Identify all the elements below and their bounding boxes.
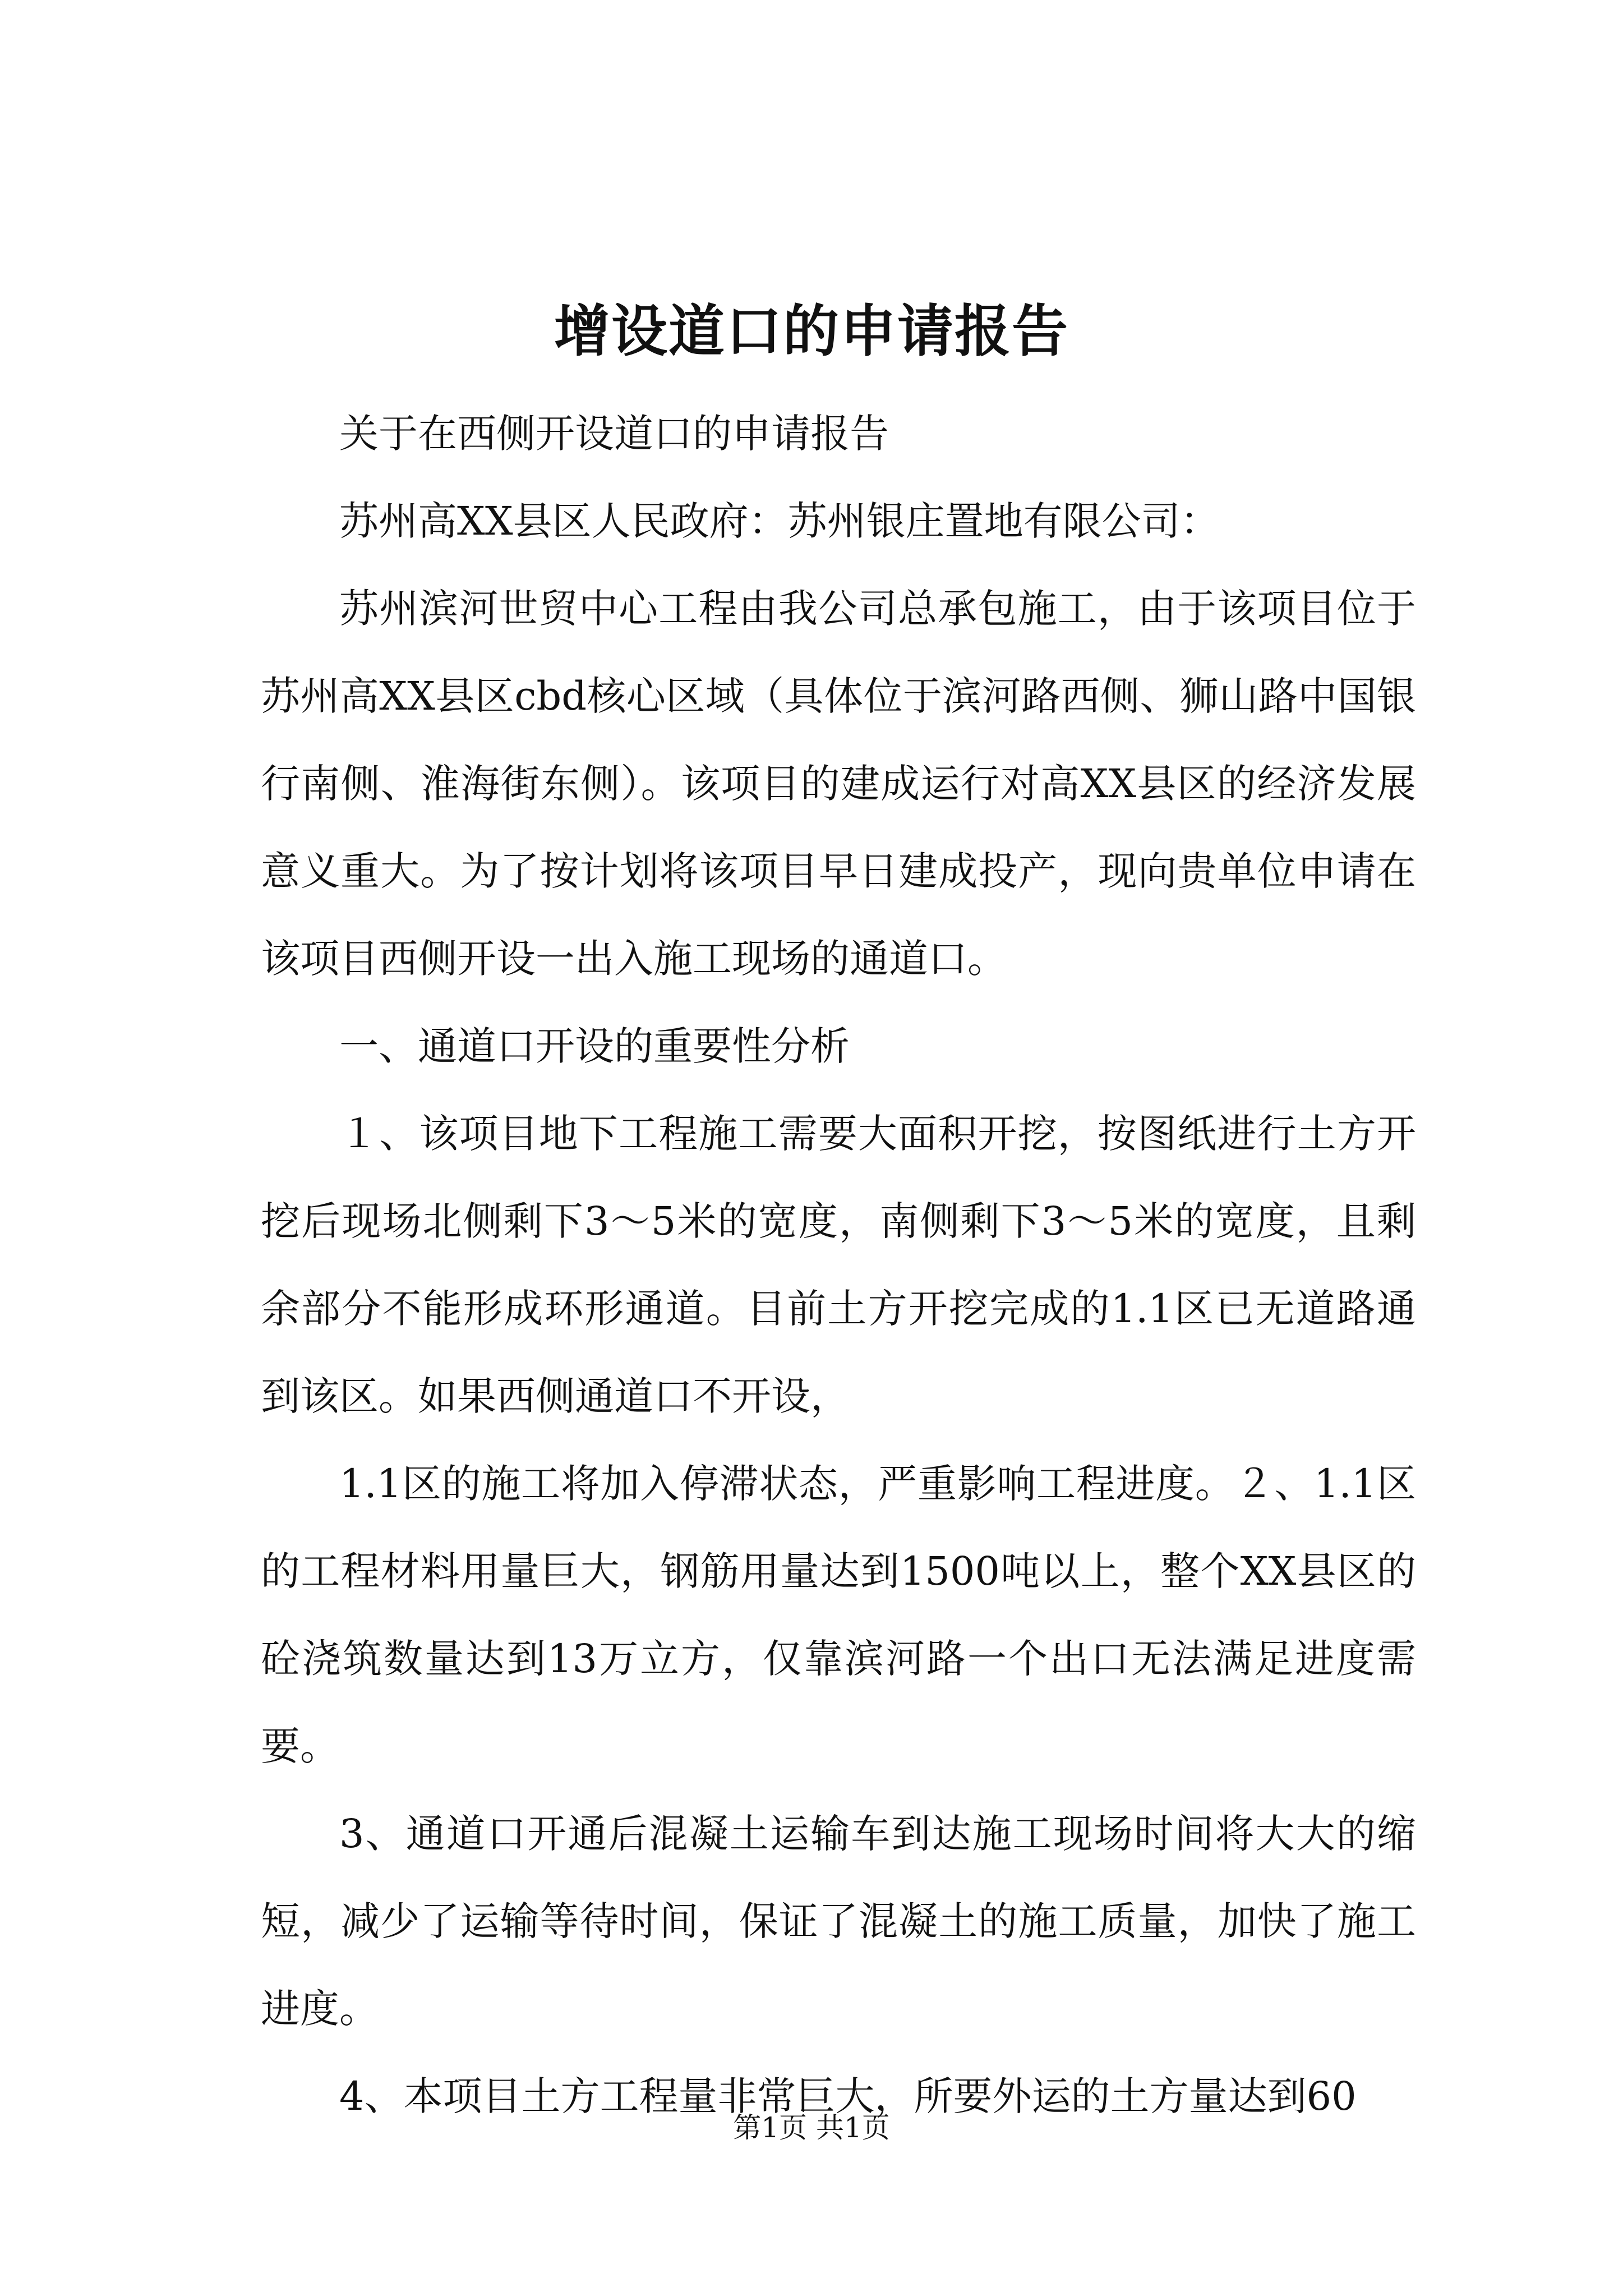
paragraph-section-heading: 一、通道口开设的重要性分析 bbox=[339, 1023, 850, 1069]
paragraph-point-4: 4、本项目土方工程量非常巨大，所要外运的土方量达到60 bbox=[339, 2073, 1357, 2119]
paragraph-heading-line: 关于在西侧开设道口的申请报告 bbox=[339, 411, 889, 457]
paragraph-intro: 苏州滨河世贸中心工程由我公司总承包施工，由于该项目位于苏州高XX县区cbd核心区域（具体位于滨河路西侧、狮山路中国银行南侧、淮海街东侧）。该项目的建成运行对高XX县区的经济发展意义重大。为了按计划将该项目早日建成投产，现向贵单位申请在该项目西侧开设一出入施工现场的通道口。 bbox=[261, 586, 1416, 982]
paragraph-point-2: 1.1区的施工将加入停滞状态，严重影响工程进度。２、1.1区的工程材料用量巨大，钢筋用量达到1500吨以上，整个XX县区的砼浇筑数量达到13万立方，仅靠滨河路一个出口无法满足进度需要。 bbox=[261, 1461, 1416, 1769]
paragraph-point-3: 3、通道口开通后混凝土运输车到达施工现场时间将大大的缩短，减少了运输等待时间，保证了混凝土的施工质量，加快了施工进度。 bbox=[261, 1811, 1416, 2032]
document-body bbox=[261, 390, 1416, 2140]
paragraph-addressee: 苏州高XX县区人民政府：苏州银庄置地有限公司： bbox=[339, 498, 1220, 544]
paragraph-point-1: １、该项目地下工程施工需要大面积开挖，按图纸进行土方开挖后现场北侧剩下3～5米的宽度，南侧剩下3～5米的宽度，且剩余部分不能形成环形通道。目前土方开挖完成的1.1区已无道路通到该区。如果西侧通道口不开设， bbox=[261, 1111, 1416, 1419]
page-footer: 第1页 共1页 bbox=[733, 2111, 890, 2144]
document-title: 增设道口的申请报告 bbox=[554, 298, 1069, 364]
